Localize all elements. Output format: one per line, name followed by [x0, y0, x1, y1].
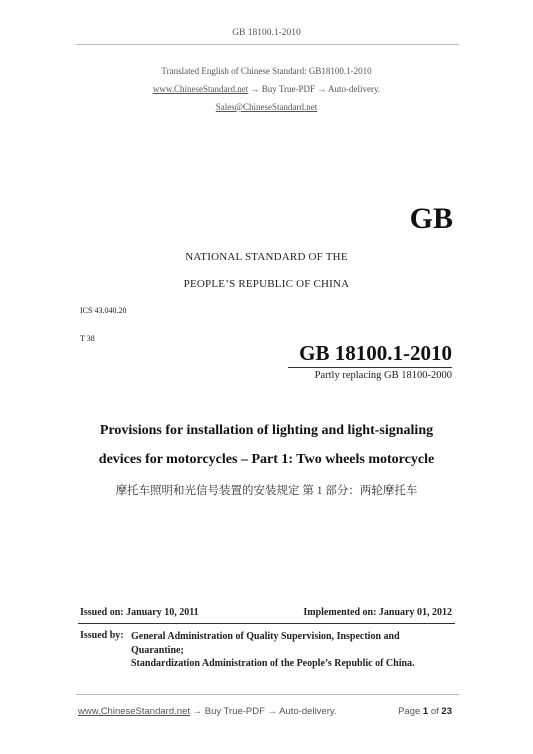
- translation-note: Translated English of Chinese Standard: GB18100.1-2010: [161, 66, 372, 76]
- issued-by-line: General Administration of Quality Supervision, Inspection and: [131, 631, 400, 642]
- implemented-on: Implemented on: January 01, 2012: [303, 607, 452, 618]
- issued-by-line: Standardization Administration of the People’s Republic of China.: [131, 658, 415, 669]
- buy-text: → Buy True-PDF → Auto-delivery.: [248, 84, 381, 94]
- footer-site-link[interactable]: www.ChineseStandard.net: [78, 706, 190, 717]
- issued-by-line: Quarantine;: [131, 644, 184, 656]
- ics-code: ICS 43.040.20: [80, 306, 127, 315]
- classification-code: T 38: [80, 334, 95, 343]
- page-total: 23: [441, 706, 452, 717]
- purchase-line: [0, 84, 533, 94]
- standard-number: GB 18100.1-2010: [299, 341, 452, 365]
- sales-email-link[interactable]: Sales@ChineseStandard.net: [215, 102, 318, 112]
- issue-divider: [78, 623, 455, 624]
- document-title-line2: devices for motorcycles – Part 1: Two wheels motorcycle: [98, 452, 435, 467]
- standard-number-rule: [288, 367, 452, 368]
- issued-by-label: Issued by:: [80, 630, 124, 641]
- footer-divider: [76, 694, 459, 695]
- national-standard-line1: NATIONAL STANDARD OF THE: [185, 251, 348, 263]
- email-line: [0, 102, 533, 112]
- running-header-title: GB 18100.1-2010: [232, 28, 301, 38]
- issued-by-organizations: [131, 630, 461, 671]
- replacing-note: Partly replacing GB 18100-2000: [314, 370, 452, 381]
- page-of: of: [428, 706, 442, 717]
- document-title-line1: Provisions for installation of lighting and light-signaling: [99, 423, 434, 438]
- page-label: Page: [398, 706, 423, 717]
- footer-purchase-line: [78, 706, 337, 717]
- national-standard-line2: PEOPLE’S REPUBLIC OF CHINA: [183, 278, 350, 290]
- footer-buy-text: → Buy True-PDF → Auto-delivery.: [189, 706, 337, 717]
- site-link[interactable]: www.ChineseStandard.net: [152, 84, 249, 94]
- header-divider: [76, 44, 459, 45]
- document-title-chinese: 摩托车照明和光信号装置的安装规定 第 1 部分：两轮摩托车: [115, 485, 418, 497]
- issued-on: Issued on: January 10, 2011: [80, 607, 199, 618]
- page-indicator: [398, 706, 452, 717]
- gb-logo: GB: [409, 202, 453, 235]
- page-current: 1: [422, 706, 429, 717]
